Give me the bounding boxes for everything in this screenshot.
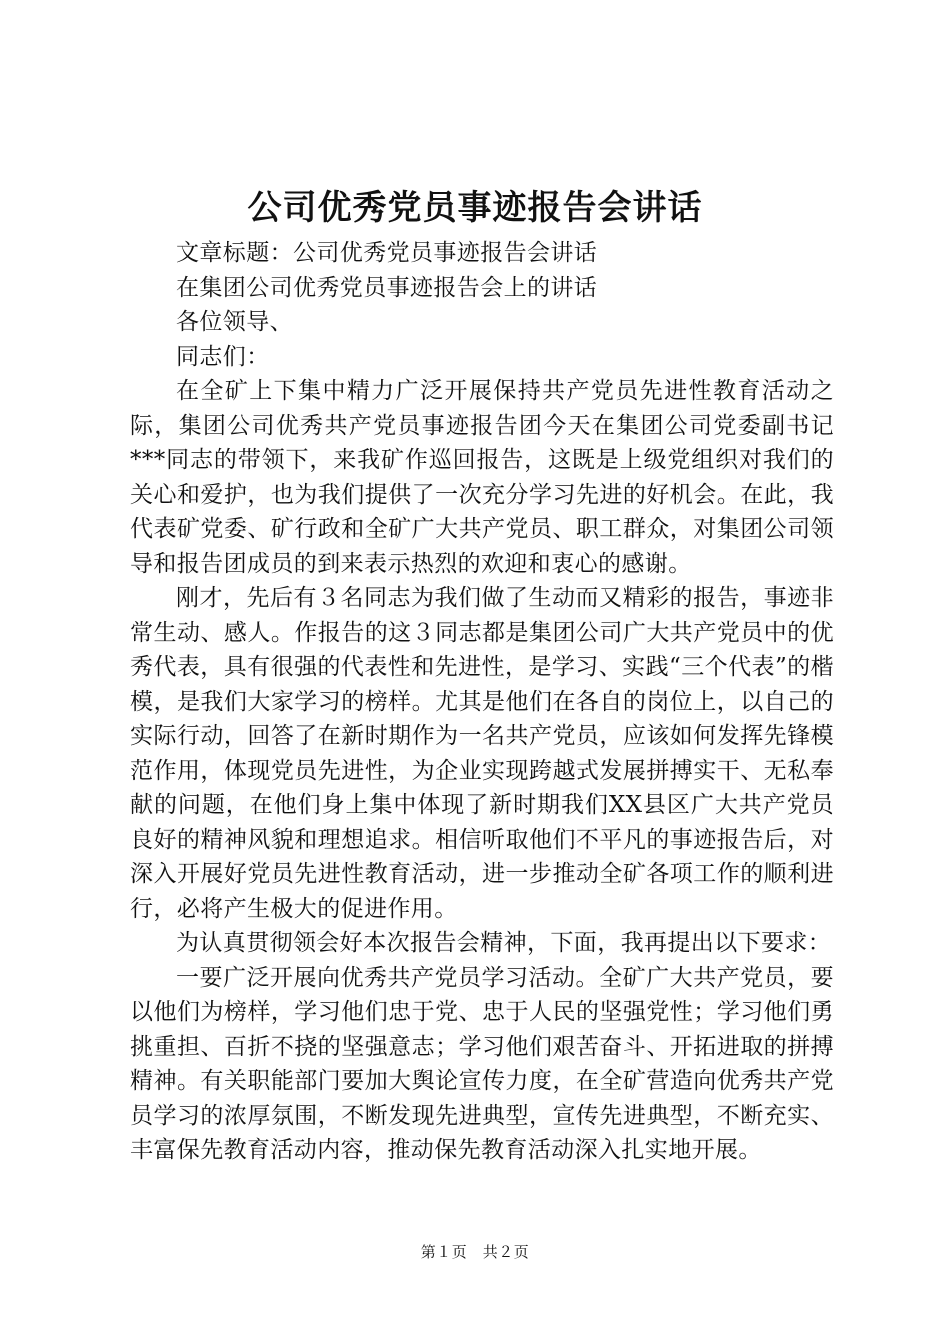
paragraph-opening: 在全矿上下集中精力广泛开展保持共产党员先进性教育活动之际，集团公司优秀共产党员事迹报告团今天在集团公司党委副书记***同志的带领下，来我矿作巡回报告，这既是上级党组织对我们的关心和爱护，也为我们提供了一次充分学习先进的好机会。在此，我代表矿党委、矿行政和全矿广大共产党员、职工群众，对集团公司领导和报告团成员的到来表示热烈的欢迎和衷心的感谢。 [130, 378, 834, 577]
article-title-line: 文章标题：公司优秀党员事迹报告会讲话 [176, 240, 598, 266]
salutation-comrades: 同志们： [176, 343, 270, 370]
salutation-leaders: 各位领导、 [176, 309, 293, 335]
page-number-footer: 第１页 共２页 [420, 1243, 530, 1261]
paragraph-reports: 刚才，先后有３名同志为我们做了生动而又精彩的报告，事迹非常生动、感人。作报告的这３同志都是集团公司广大共产党员中的优秀代表，具有很强的代表性和先进性，是学习、实践“三个代表”的楷模，是我们大家学习的榜样。尤其是他们在各自的岗位上，以自己的实际行动，回答了在新时期作为一名共产党员，应该如何发挥先锋模范作用，体现党员先进性，为企业实现跨越式发展拼搏实干、无私奉献的问题，在他们身上集中体现了新时期我们XX县区广大共产党员良好的精神风貌和理想追求。相信听取他们不平凡的事迹报告后，对深入开展好党员先进性教育活动，进一步推动全矿各项工作的顺利进行，必将产生极大的促进作用。 [130, 585, 834, 922]
document-body [130, 236, 834, 1168]
document-title: 公司优秀党员事迹报告会讲话 [247, 188, 703, 228]
paragraph-requirement-one: 一要广泛开展向优秀共产党员学习活动。全矿广大共产党员，要以他们为榜样，学习他们忠于党、忠于人民的坚强党性；学习他们勇挑重担、百折不挠的坚强意志；学习他们艰苦奋斗、开拓进取的拼搏精神。有关职能部门要加大舆论宣传力度，在全矿营造向优秀共产党员学习的浓厚氛围，不断发现先进典型，宣传先进典型，不断充实、丰富保先教育活动内容，推动保先教育活动深入扎实地开展。 [130, 964, 834, 1163]
speech-subtitle: 在集团公司优秀党员事迹报告会上的讲话 [176, 274, 598, 301]
paragraph-requirements-intro: 为认真贯彻领会好本次报告会精神，下面，我再提出以下要求： [176, 930, 832, 956]
